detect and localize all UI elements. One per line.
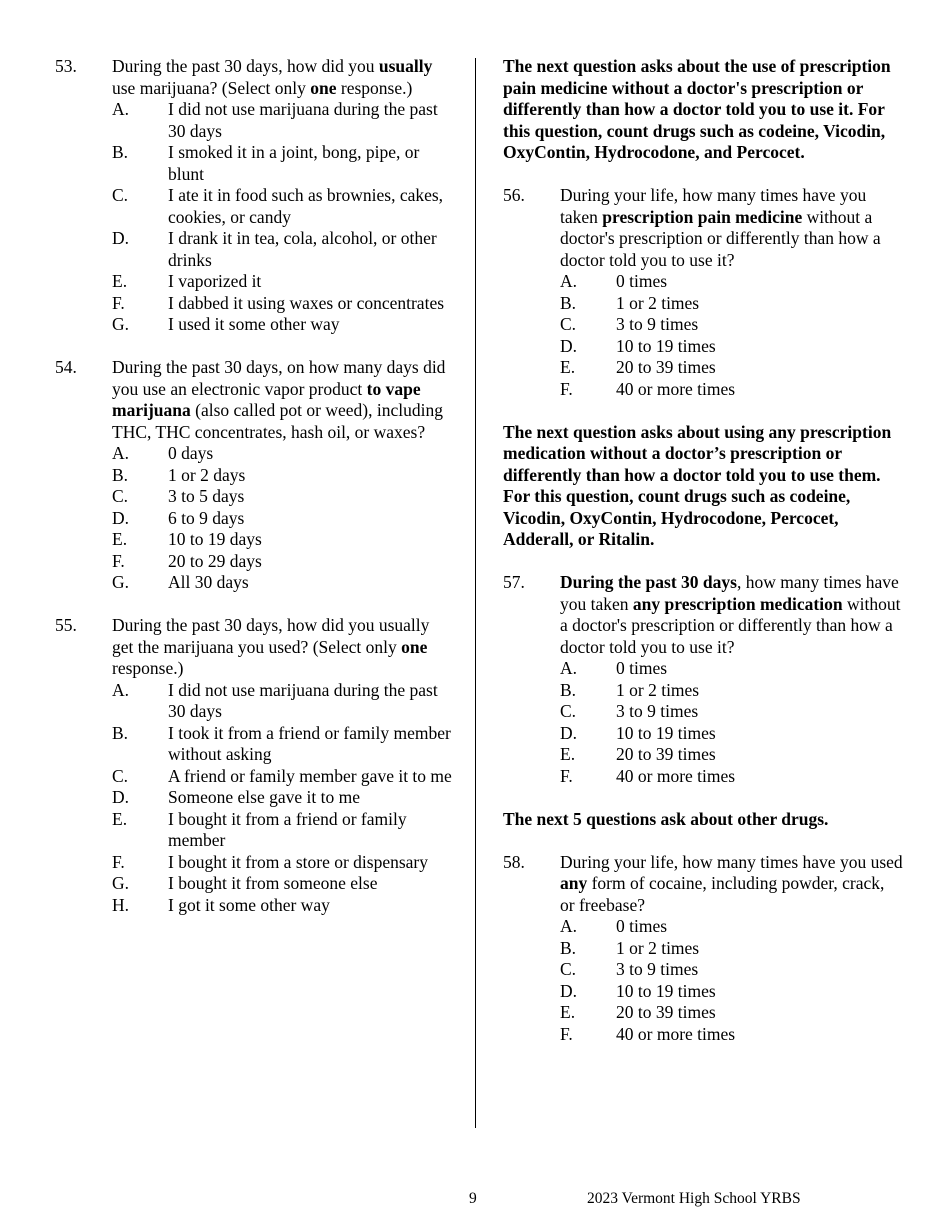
question-57 [503,572,903,787]
survey-name: 2023 Vermont High School YRBS [587,1190,801,1207]
answer-option[interactable]: D. 10 to 19 times [560,335,716,356]
answer-option[interactable]: B. 1 or 2 times [560,292,700,313]
answer-option[interactable]: C. A friend or family member gave it to me [112,765,452,786]
question-text: During the past 30 days, how many times have you taken any prescription medication without a doctor's prescription or differently than how a doctor told you to use it? [560,572,901,657]
answer-option[interactable]: B. I took it from a friend or family member without asking [112,722,451,764]
answer-option[interactable]: A. 0 times [560,271,668,291]
answer-option[interactable]: E. 20 to 39 times [560,1002,716,1022]
question-58 [503,852,903,1046]
right-column [503,56,903,1045]
question-text: During your life, how many times have you taken prescription pain medicine without a doctor's prescription or differently than how a doctor told you to use it? [560,185,881,270]
answer-option[interactable]: C. 3 to 5 days [112,486,245,506]
answer-options [112,680,455,917]
answer-option[interactable]: A. I did not use marijuana during the past 30 days [112,679,438,721]
answer-option[interactable]: F. 40 or more times [560,1023,736,1044]
answer-option[interactable]: E. 10 to 19 days [112,529,262,549]
answer-option[interactable]: E. 20 to 39 times [560,357,716,377]
answer-option[interactable]: F. 40 or more times [560,378,736,399]
question-text: During your life, how many times have you used any form of cocaine, including powder, crack, or freebase? [560,851,903,915]
left-column [55,56,455,916]
page-number: 9 [469,1190,477,1207]
answer-option[interactable]: D. I drank it in tea, cola, alcohol, or other drinks [112,228,437,270]
answer-option[interactable]: H. I got it some other way [112,894,330,915]
section-notice: The next 5 questions ask about other drugs. [503,808,829,829]
answer-option[interactable]: A. 0 days [112,443,214,463]
answer-option[interactable]: F. I dabbed it using waxes or concentrates [112,292,445,313]
answer-option[interactable]: E. I bought it from a friend or family member [112,808,407,850]
answer-option[interactable]: B. I smoked it in a joint, bong, pipe, or blunt [112,142,420,184]
answer-option[interactable]: C. 3 to 9 times [560,701,699,721]
answer-option[interactable]: B. 1 or 2 days [112,464,246,485]
answer-option[interactable]: F. 20 to 29 days [112,550,262,571]
question-text: During the past 30 days, how did you usually use marijuana? (Select only one response.) [112,56,433,98]
answer-options [560,658,903,787]
question-53 [55,56,455,336]
question-56 [503,185,903,400]
answer-option[interactable]: G. All 30 days [112,572,249,592]
section-notice: The next question asks about the use of prescription pain medicine without a doctor's prescription or differently than how a doctor told you to use it. For this question, count drugs such as codeine, Vicodin, OxyContin, Hydrocodone, and Percocet. [503,56,891,162]
section-notice: The next question asks about using any prescription medication without a doctor’s prescription or differently than how a doctor told you to use them. For this question, count drugs such as codeine, Vicodin, OxyContin, Hydrocodone, Percocet, Adderall, or Ritalin. [503,421,892,549]
answer-options [560,916,903,1045]
answer-option[interactable]: D. Someone else gave it to me [112,787,360,807]
answer-option[interactable]: C. 3 to 9 times [560,314,699,334]
question-number: 55. [55,615,77,635]
question-text: During the past 30 days, how did you usually get the marijuana you used? (Select only one response.) [112,615,430,678]
question-number: 54. [55,357,77,377]
answer-options [560,271,903,400]
answer-option[interactable]: F. I bought it from a store or dispensary [112,851,429,872]
answer-option[interactable]: G. I used it some other way [112,314,340,334]
answer-option[interactable]: D. 10 to 19 times [560,722,716,743]
question-number: 53. [55,56,77,76]
question-number: 58. [503,851,525,872]
answer-option[interactable]: D. 6 to 9 days [112,507,245,528]
answer-option[interactable]: F. 40 or more times [560,765,736,786]
question-number: 56. [503,185,525,205]
answer-option[interactable]: E. I vaporized it [112,271,262,291]
answer-option[interactable]: A. 0 times [560,916,668,936]
column-divider [475,58,476,1128]
answer-option[interactable]: E. 20 to 39 times [560,744,716,764]
answer-option[interactable]: C. 3 to 9 times [560,959,699,979]
answer-option[interactable]: A. I did not use marijuana during the past 30 days [112,99,438,141]
question-number: 57. [503,572,525,592]
question-text: During the past 30 days, on how many days did you use an electronic vapor product to vape marijuana (also called pot or weed), including THC, THC concentrates, hash oil, or waxes? [112,357,446,442]
answer-option[interactable]: B. 1 or 2 times [560,937,700,958]
answer-option[interactable]: B. 1 or 2 times [560,679,700,700]
answer-options [112,443,455,594]
answer-option[interactable]: G. I bought it from someone else [112,873,378,893]
question-55 [55,615,455,916]
question-54 [55,357,455,594]
answer-options [112,99,455,336]
answer-option[interactable]: A. 0 times [560,658,668,678]
answer-option[interactable]: C. I ate it in food such as brownies, cakes, cookies, or candy [112,185,444,227]
answer-option[interactable]: D. 10 to 19 times [560,980,716,1001]
